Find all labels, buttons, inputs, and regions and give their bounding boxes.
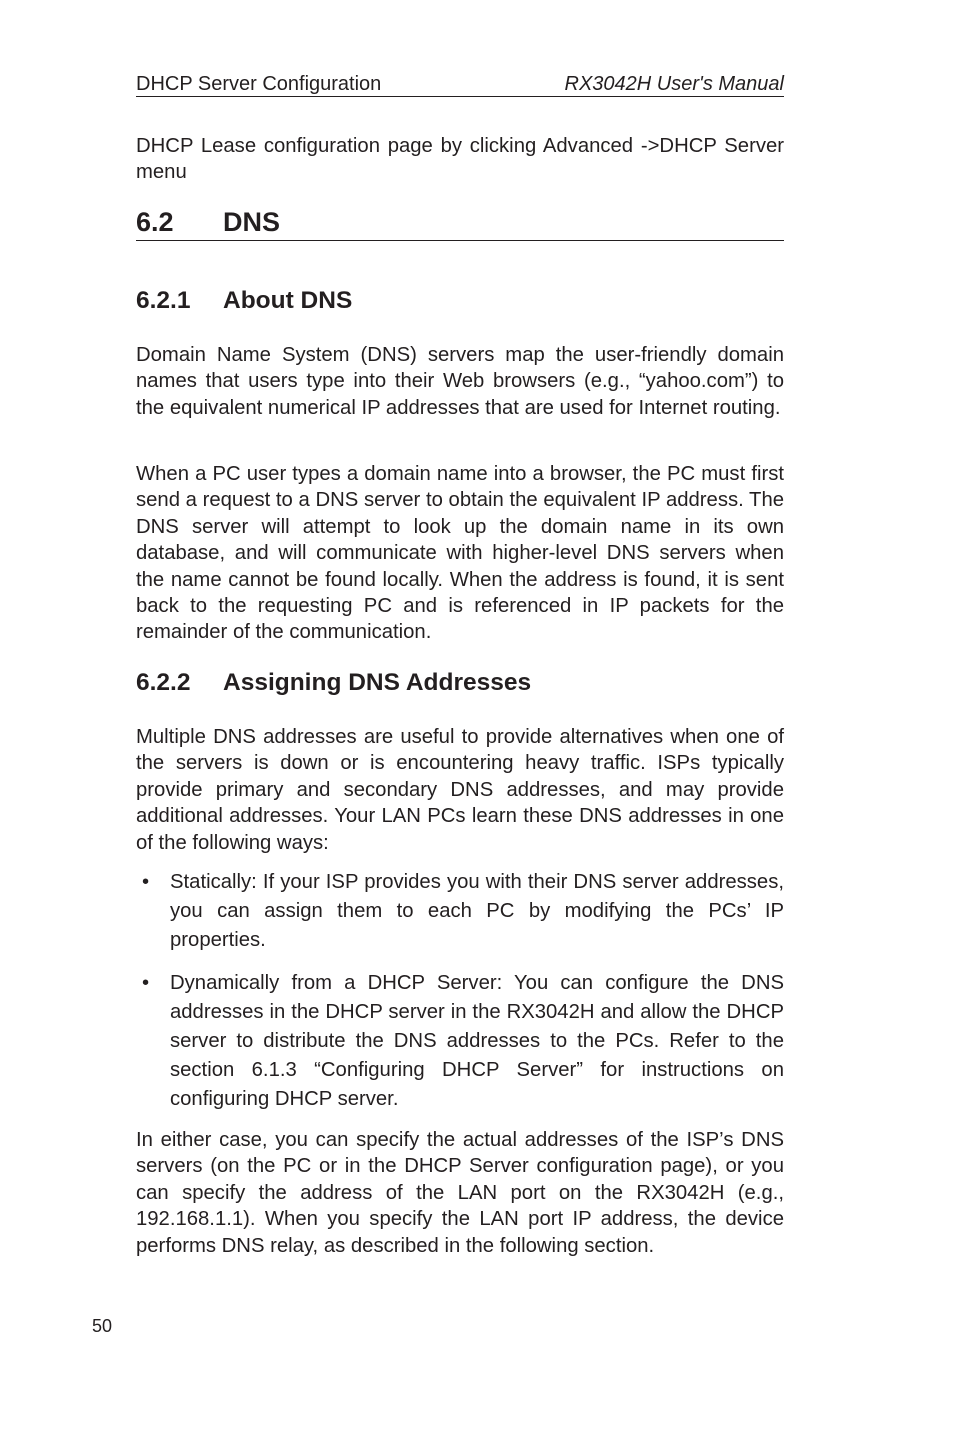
section-title: DNS [223,207,281,237]
running-header [136,72,784,97]
subsection-title: About DNS [223,287,353,314]
bullet-icon: • [142,871,150,893]
intro-paragraph: DHCP Lease configuration page by clicking Advanced ->DHCP Server menu [136,135,784,184]
list-item [136,969,784,1114]
about-dns-paragraph-1-block [136,342,784,421]
assigning-dns-paragraph-1-block [136,724,784,856]
assigning-dns-paragraph-2: In either case, you can specify the actual addresses of the ISP’s DNS servers (on the PC or in the DHCP Server configuration page), or you can specify the address of the LAN port on the RX3042H (e.g., 192.168.1.1). When you specify the LAN port IP address, the device performs DNS relay, as described in the following section. [136,1129,784,1257]
subsection-number: 6.2.1 [136,287,191,314]
subsection-title: Assigning DNS Addresses [223,669,532,696]
section-heading [136,206,784,241]
list-item-text: Dynamically from a DHCP Server: You can configure the DNS addresses in the DHCP server in the RX3042H and allow the DHCP server to distribute the DNS addresses to the PCs. Refer to the section 6.1.3 “Configuring DHCP Server” for instructions on configuring DHCP server. [170,972,784,1110]
assigning-dns-paragraph-2-block [136,1127,784,1259]
page-number: 50 [92,1316,113,1336]
subsection-heading-about-dns [136,286,784,316]
section-number: 6.2 [136,207,174,237]
header-chapter-title: DHCP Server Configuration [136,73,382,95]
subsection-number: 6.2.2 [136,669,191,696]
intro-paragraph-block [136,133,784,186]
list-item-text: Statically: If your ISP provides you with their DNS server addresses, you can assign them to each PC by modifying the PCs’ IP properties. [170,871,784,951]
about-dns-paragraph-2: When a PC user types a domain name into a browser, the PC must first send a request to a DNS server to obtain the equivalent IP address. The DNS server will attempt to look up the domain name in its own database, and will communicate with higher-level DNS servers when the name cannot be found locally. When the address is found, it is sent back to the requesting PC and is referenced in IP packets for the remainder of the communication. [136,463,784,644]
header-manual-title: RX3042H User's Manual [564,73,784,95]
assigning-dns-paragraph-1: Multiple DNS addresses are useful to provide alternatives when one of the servers is down or is encountering heavy traffic. ISPs typically provide primary and secondary DNS addresses, and may provide additional addresses. Your LAN PCs learn these DNS addresses in one of the following ways: [136,726,784,854]
list-item [136,868,784,955]
about-dns-paragraph-1: Domain Name System (DNS) servers map the user-friendly domain names that users type into their Web browsers (e.g., “yahoo.com”) to the equivalent numerical IP addresses that are used for Internet routing. [136,344,784,419]
subsection-heading-assigning-dns [136,668,784,698]
bullet-icon: • [142,972,150,994]
about-dns-paragraph-2-block [136,461,784,646]
